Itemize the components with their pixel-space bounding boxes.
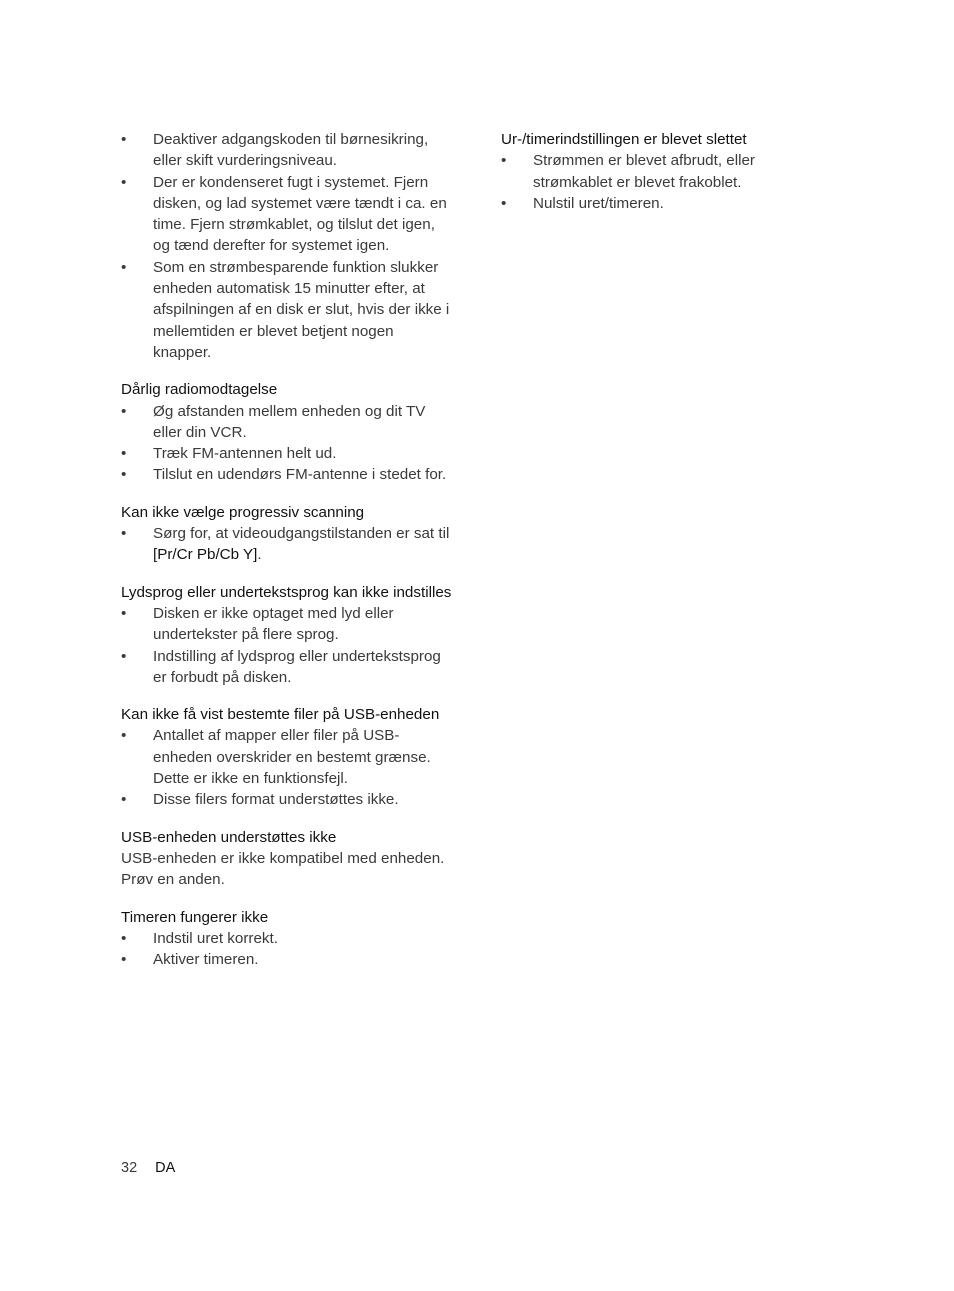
list-item-text: Aktiver timeren. — [153, 951, 259, 969]
language-section — [121, 582, 456, 688]
list-item — [121, 129, 456, 172]
list-item-text: Træk FM-antennen helt ud. — [153, 445, 337, 463]
bullet: • — [121, 791, 127, 809]
language-bullet-list — [121, 603, 456, 688]
bullet: • — [121, 173, 127, 191]
radio-bullet-list — [121, 401, 456, 486]
list-item-text: Øg afstanden mellem enheden og dit TV eller din VCR. — [153, 402, 426, 441]
bullet: • — [121, 466, 127, 484]
bullet: • — [121, 604, 127, 622]
list-item-text: Nulstil uret/timeren. — [533, 194, 664, 212]
intro-bullet-list — [121, 129, 456, 363]
list-item-text: Antallet af mapper eller filer på USB-enheden overskrider en bestemt grænse. Dette er ikke en funktionsfejl. — [153, 727, 431, 788]
language-code: DA — [155, 1160, 176, 1176]
bullet: • — [121, 445, 127, 463]
list-item — [121, 172, 456, 257]
section-heading: Kan ikke vælge progressiv scanning — [121, 503, 365, 521]
clock-section — [501, 129, 801, 214]
bullet: • — [121, 929, 127, 947]
section-heading: Timeren fungerer ikke — [121, 908, 269, 926]
list-item — [121, 523, 456, 566]
list-item — [121, 725, 456, 789]
bullet: • — [501, 194, 507, 212]
list-item-text: Indstil uret korrekt. — [153, 929, 278, 947]
list-item-text: Der er kondenseret fugt i systemet. Fjern disken, og lad systemet være tændt i ca. en time. Fjern strømkablet, og tilslut det igen, og tænd derefter for systemet igen. — [153, 173, 447, 255]
section-heading: Lydsprog eller undertekstsprog kan ikke indstilles — [121, 583, 452, 601]
list-item-text: Indstilling af lydsprog eller undertekstsprog er forbudt på disken. — [153, 647, 441, 686]
left-column — [121, 129, 456, 986]
page-footer — [121, 1158, 175, 1178]
section-heading: Dårlig radiomodtagelse — [121, 381, 278, 399]
right-column — [501, 129, 801, 230]
list-item — [121, 464, 456, 485]
list-item-text: Tilslut en udendørs FM-antenne i stedet for. — [153, 466, 447, 484]
bullet: • — [121, 402, 127, 420]
list-item — [501, 193, 801, 214]
section-heading: Kan ikke få vist bestemte filer på USB-enheden — [121, 706, 440, 724]
list-item-text: Deaktiver adgangskoden til børnesikring, eller skift vurderingsniveau. — [153, 131, 429, 170]
section-heading: Ur-/timerindstillingen er blevet slettet — [501, 131, 747, 148]
list-item — [121, 603, 456, 646]
bullet: • — [121, 951, 127, 969]
bullet: • — [121, 727, 127, 745]
progressive-bullet-list — [121, 523, 456, 566]
list-item-text: Som en strømbesparende funktion slukker enheden automatisk 15 minutter efter, at afspilningen af en disk er slut, hvis der ikke i mellemtiden er blevet betjent nogen knapper. — [153, 258, 450, 361]
list-item-text: Strømmen er blevet afbrudt, eller strømkablet er blevet frakoblet. — [533, 152, 755, 191]
usb-files-section — [121, 704, 456, 810]
progressive-section — [121, 502, 456, 566]
list-item-end: . — [257, 546, 262, 564]
timer-bullet-list — [121, 928, 456, 971]
list-item-text: Disse filers format understøttes ikke. — [153, 791, 399, 809]
list-item — [121, 401, 456, 444]
list-item — [121, 928, 456, 949]
bullet: • — [121, 258, 127, 276]
list-item-text: Disken er ikke optaget med lyd eller undertekster på flere sprog. — [153, 604, 394, 644]
list-item — [121, 949, 456, 970]
timer-section — [121, 907, 456, 971]
list-item-text: Sørg for, at videoudgangstilstanden er sat til — [153, 525, 450, 543]
list-item — [121, 789, 456, 810]
setting-value: [Pr/Cr Pb/Cb Y] — [153, 546, 258, 564]
list-item — [121, 443, 456, 464]
intro-section — [121, 129, 456, 363]
bullet: • — [121, 131, 127, 148]
bullet: • — [501, 152, 507, 170]
usb-files-bullet-list — [121, 725, 456, 810]
clock-bullet-list — [501, 150, 801, 214]
list-item — [121, 257, 456, 363]
bullet: • — [121, 525, 127, 543]
usb-unsupported-section — [121, 827, 456, 891]
section-heading: USB-enheden understøttes ikke — [121, 828, 337, 846]
list-item — [121, 646, 456, 689]
radio-section — [121, 379, 456, 485]
page-number: 32 — [121, 1160, 138, 1176]
section-text: USB-enheden er ikke kompatibel med enheden. Prøv en anden. — [121, 849, 445, 889]
bullet: • — [121, 647, 127, 665]
list-item — [501, 150, 801, 193]
